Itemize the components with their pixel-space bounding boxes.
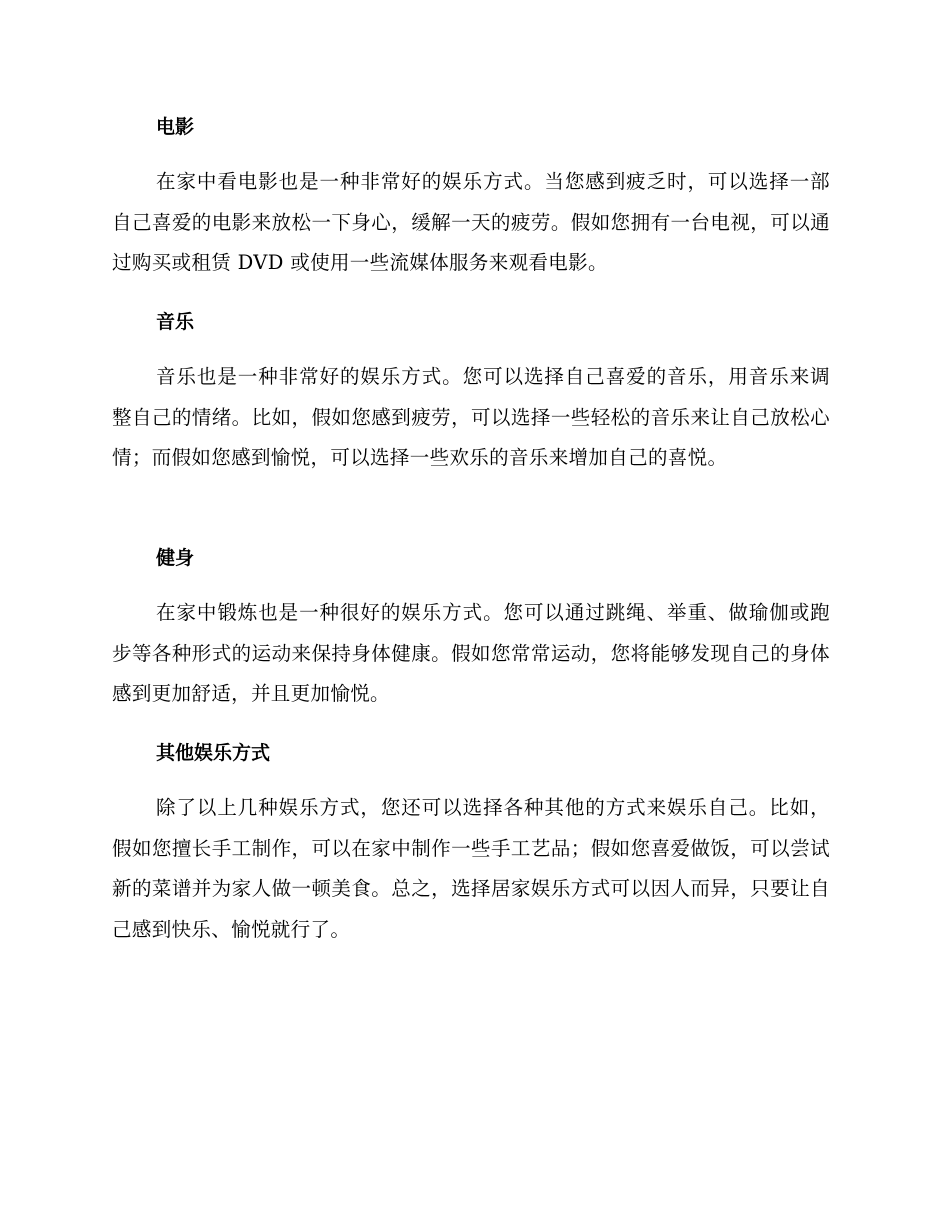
section-heading-other: 其他娱乐方式	[156, 742, 271, 764]
section-heading-music: 音乐	[156, 311, 195, 333]
section-paragraph-music: 音乐也是一种非常好的娱乐方式。您可以选择自己喜爱的音乐，用音乐来调整自己的情绪。比如，假如您感到疲劳，可以选择一些轻松的音乐来让自己放松心情；而假如您感到愉悦，可以选择一些欢乐的音乐来增加自己的喜悦。	[112, 365, 830, 469]
section-paragraph-fitness: 在家中锻炼也是一种很好的娱乐方式。您可以通过跳绳、举重、做瑜伽或跑步等各种形式的运动来保持身体健康。假如您常常运动，您将能够发现自己的身体感到更加舒适，并且更加愉悦。	[112, 601, 830, 705]
section-heading-fitness: 健身	[156, 547, 195, 569]
section-paragraph-other: 除了以上几种娱乐方式，您还可以选择各种其他的方式来娱乐自己。比如，假如您擅长手工制作，可以在家中制作一些手工艺品；假如您喜爱做饭，可以尝试新的菜谱并为家人做一顿美食。总之，选择居家娱乐方式可以因人而异，只要让自己感到快乐、愉悦就行了。	[112, 796, 830, 941]
section-heading-movies: 电影	[156, 116, 195, 138]
section-paragraph-movies: 在家中看电影也是一种非常好的娱乐方式。当您感到疲乏时，可以选择一部自己喜爱的电影来放松一下身心，缓解一天的疲劳。假如您拥有一台电视，可以通过购买或租赁 DVD 或使用一些流媒体服务来观看电影。	[112, 170, 830, 274]
